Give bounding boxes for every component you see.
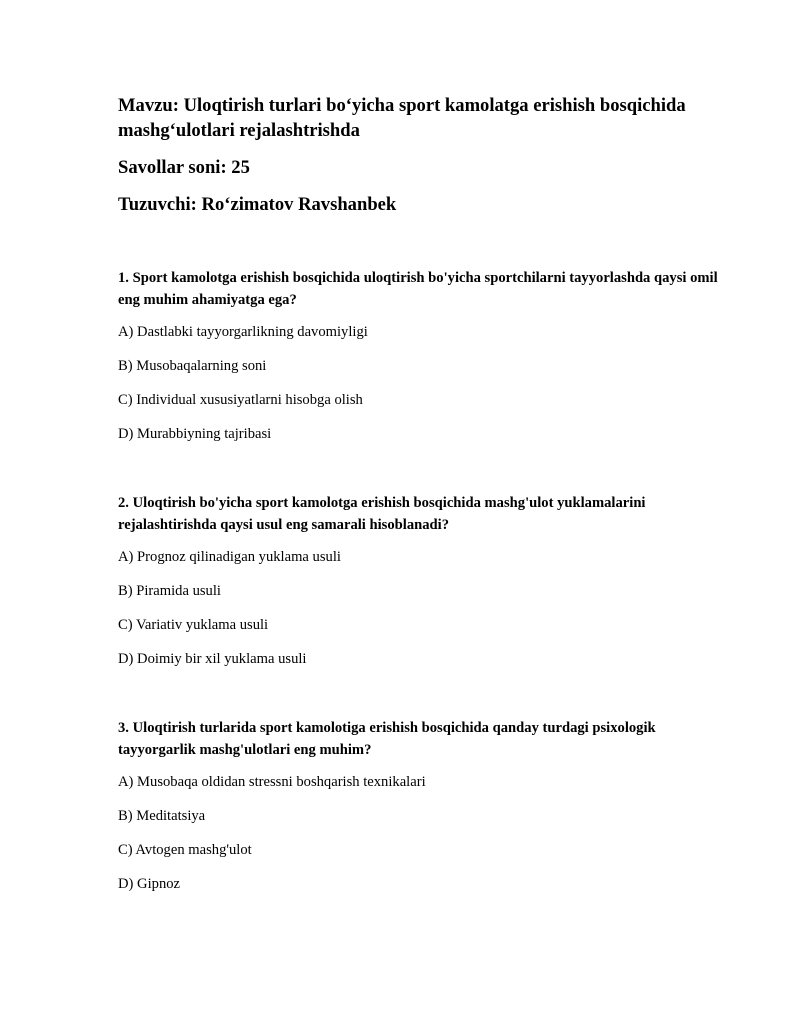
- answer-option-b: B) Piramida usuli: [118, 583, 221, 599]
- question-count: Savollar soni: 25: [118, 157, 250, 178]
- answer-option-c: C) Variativ yuklama usuli: [118, 617, 269, 633]
- question-3: [118, 717, 718, 894]
- document-content: [118, 93, 718, 894]
- answer-option-d: D) Murabbiyning tajribasi: [118, 426, 272, 442]
- answer-option-a: A) Prognoz qilinadigan yuklama usuli: [118, 549, 341, 565]
- answer-option-b: B) Musobaqalarning soni: [118, 358, 267, 374]
- answer-option-c: C) Individual xususiyatlarni hisobga olish: [118, 392, 363, 408]
- answer-option-a: A) Musobaqa oldidan stressni boshqarish texnikalari: [118, 774, 426, 790]
- question-title: 1. Sport kamolotga erishish bosqichida uloqtirish bo'yicha sportchilarni tayyorlashda qaysi omil eng muhim ahamiyatga ega?: [118, 270, 718, 308]
- answer-option-a: A) Dastlabki tayyorgarlikning davomiyligi: [118, 324, 368, 340]
- question-1: [118, 267, 718, 444]
- topic-heading: Mavzu: Uloqtirish turlari bo‘yicha sport kamolatga erishish bosqichida mashg‘ulotlari rejalashtrishda: [118, 95, 686, 141]
- question-title: 3. Uloqtirish turlarida sport kamolotiga erishish bosqichida qanday turdagi psixologik tayyorgarlik mashg'ulotlari eng muhim?: [118, 720, 656, 758]
- question-title: 2. Uloqtirish bo'yicha sport kamolotga erishish bosqichida mashg'ulot yuklamalarini rejalashtirishda qaysi usul eng samarali hisoblanadi?: [118, 495, 646, 533]
- author-line: Tuzuvchi: Ro‘zimatov Ravshanbek: [118, 194, 397, 215]
- answer-option-d: D) Gipnoz: [118, 876, 181, 892]
- answer-option-b: B) Meditatsiya: [118, 808, 206, 824]
- answer-option-c: C) Avtogen mashg'ulot: [118, 842, 252, 858]
- answer-option-d: D) Doimiy bir xil yuklama usuli: [118, 651, 307, 667]
- question-2: [118, 492, 718, 669]
